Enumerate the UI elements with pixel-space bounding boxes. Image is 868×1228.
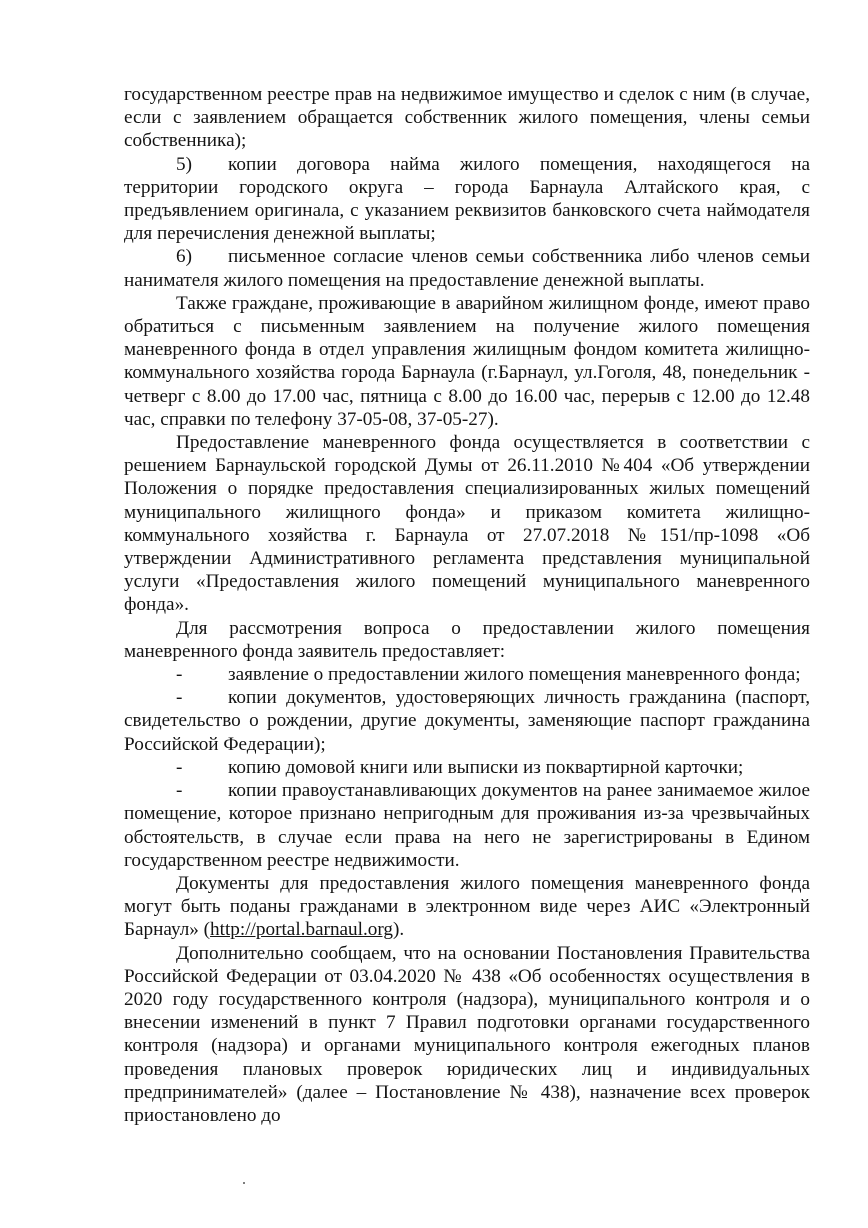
paragraph-continuation: государственном реестре прав на недвижимое имущество и сделок с ним (в случае, если с заявлением обращается собственник жилого помещения, члены семьи собственника); [124,84,810,152]
list-item-5 [124,153,810,246]
dash-marker: - [176,687,183,709]
paragraph-text: Документы для предоставления жилого помещения маневренного фонда могут быть поданы гражданами в электронном виде через АИС «Электронный Барнаул» ( [124,872,810,941]
dash-marker: - [176,664,183,686]
paragraph-text-end: ). [393,919,405,941]
dash-item-application [124,663,810,686]
scan-speck [243,1182,245,1184]
list-item-text: письменное согласие членов семьи собственника либо членов семьи нанимателя жилого помещения на предоставление денежной выплаты. [124,246,810,291]
dash-item-identity-documents [124,686,810,756]
paragraph-required-documents-intro: Для рассмотрения вопроса о предоставлении жилого помещения маневренного фонда заявитель предоставляет: [124,617,810,662]
dash-marker: - [176,756,183,778]
dash-marker: - [176,780,183,802]
list-marker: 5) [176,153,192,175]
portal-link[interactable]: http://portal.barnaul.org [210,919,394,941]
dash-item-title-documents [124,779,810,872]
document-body [124,83,810,1127]
dash-item-text: копии правоустанавливающих документов на ранее занимаемое жилое помещение, которое признано непригодным для проживания из-за чрезвычайных обстоятельств, в случае если права на него не зарегистрированы в Едином государственном реестре недвижимости. [124,780,810,871]
dash-item-text: копии документов, удостоверяющих личность гражданина (паспорт, свидетельство о рождении, другие документы, заменяющие паспорт гражданина Российской Федерации); [124,687,810,755]
dash-item-text: копию домовой книги или выписки из поквартирной карточки; [228,756,744,778]
list-item-6 [124,245,810,291]
paragraph-additional-info: Дополнительно сообщаем, что на основании Постановления Правительства Российской Федерации от 03.04.2020 № 438 «Об особенностях осуществления в 2020 году государственного контроля (надзора), муниципального контроля и о внесении изменений в пункт 7 Правил подготовки органами государственного контроля (надзора) и органами муниципального контроля ежегодных планов проведения плановых проверок юридических лиц и индивидуальных предпринимателей» (далее – Постановление № 438), назначение всех проверок приостановлено до [124,942,810,1126]
dash-item-house-book [124,756,810,779]
list-marker: 6) [176,246,192,268]
paragraph-provision-basis: Предоставление маневренного фонда осуществляется в соответствии с решением Барнаульской городской Думы от 26.11.2010 №404 «Об утверждении Положения о порядке предоставления специализированных жилых помещений муниципального жилищного фонда» и приказом комитета жилищно-коммунального хозяйства г. Барнаула от 27.07.2018 №151/пр-1098 «Об утверждении Административного регламента представления муниципальной услуги «Предоставления жилого помещений муниципального маневренного фонда». [124,432,810,616]
paragraph-emergency-housing: Также граждане, проживающие в аварийном жилищном фонде, имеют право обратиться с письменным заявлением на получение жилого помещения маневренного фонда в отдел управления жилищным фондом комитета жилищно-коммунального хозяйства города Барнаула (г.Барнаул, ул.Гоголя, 48, понедельник - четверг с 8.00 до 17.00 час, пятница с 8.00 до 16.00 час, перерыв с 12.00 до 12.48 час, справки по телефону 37-05-08, 37-05-27). [124,292,810,430]
list-item-text: копии договора найма жилого помещения, находящегося на территории городского округа – города Барнаула Алтайского края, с предъявлением оригинала, с указанием реквизитов банковского счета наймодателя для перечисления денежной выплаты; [124,153,810,245]
paragraph-electronic-submission [124,872,810,942]
dash-item-text: заявление о предоставлении жилого помещения маневренного фонда; [228,664,801,686]
